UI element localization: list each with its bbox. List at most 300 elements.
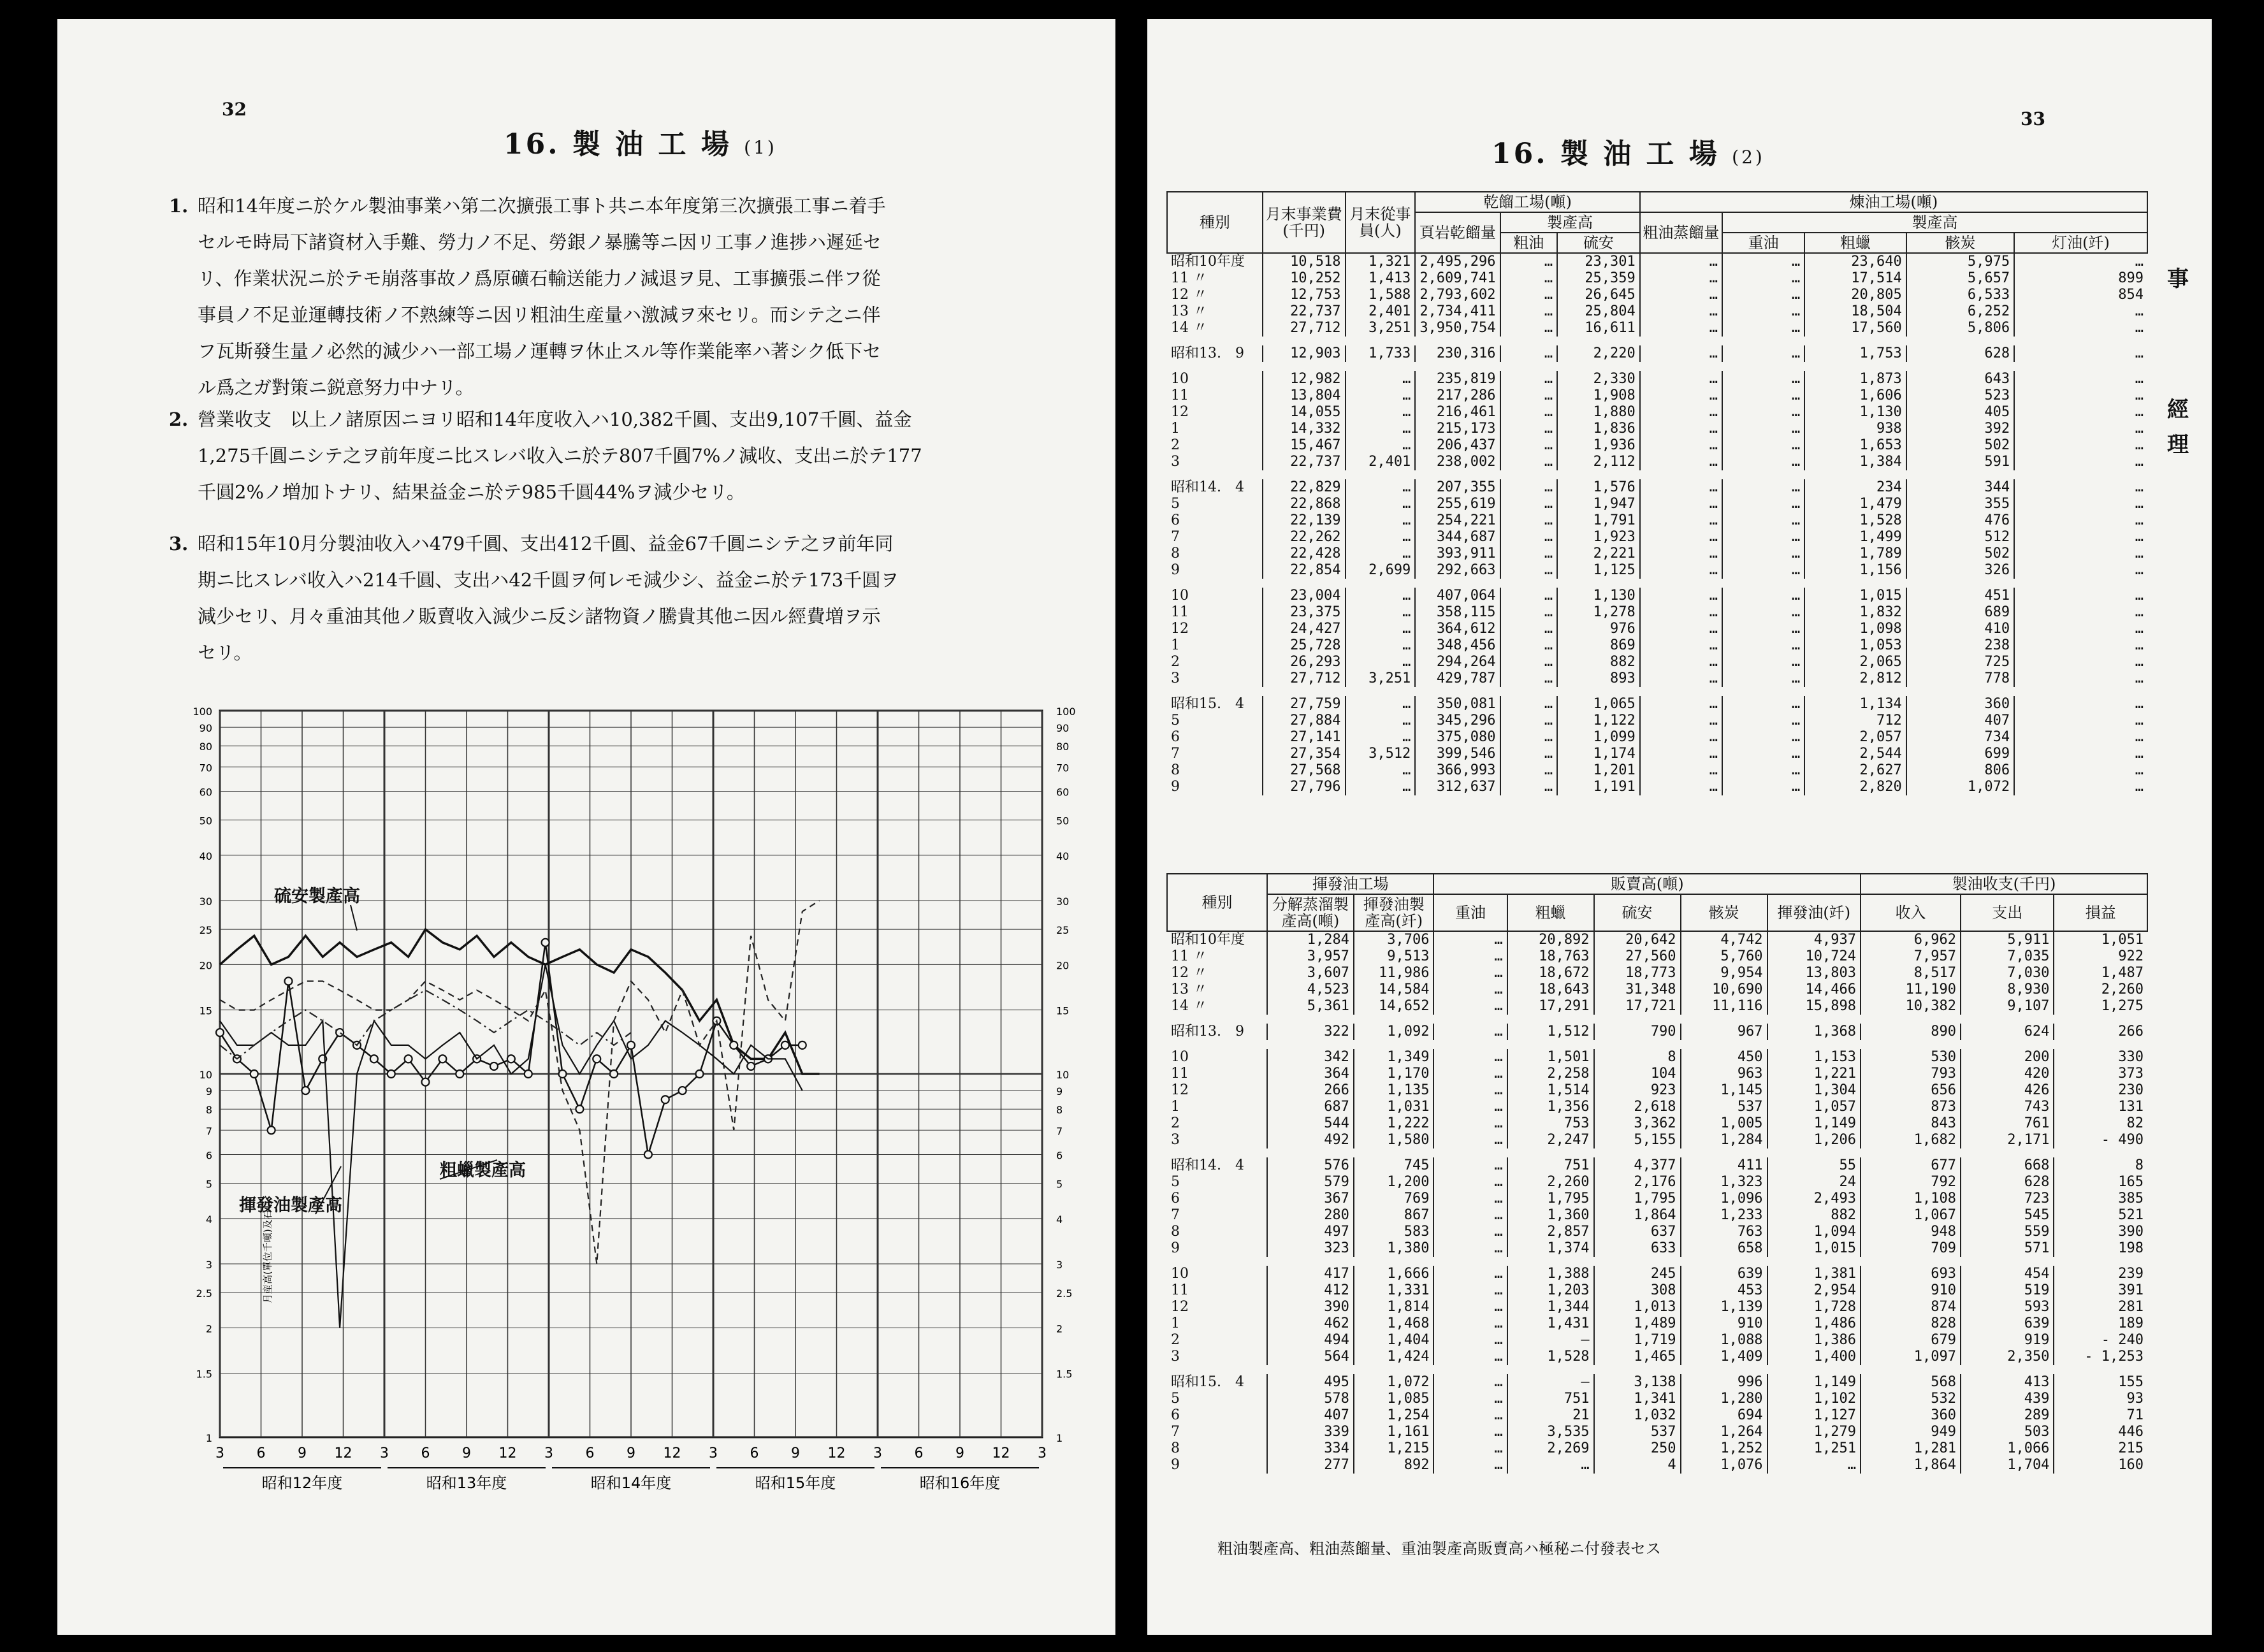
table-cell: 1,606 bbox=[1804, 388, 1906, 404]
table-row bbox=[1167, 1332, 2147, 1349]
table-cell: 18,672 bbox=[1507, 965, 1594, 982]
table-row bbox=[1167, 345, 2147, 362]
table-row bbox=[1167, 637, 2147, 654]
table-cell: 27,568 bbox=[1263, 762, 1346, 779]
table-cell: 2,609,741 bbox=[1415, 270, 1500, 287]
table-cell: 693 bbox=[1861, 1266, 1961, 1282]
table-cell: 410 bbox=[1906, 621, 2014, 637]
table-cell: 1,015 bbox=[1804, 588, 1906, 604]
table-cell: … bbox=[1346, 388, 1416, 404]
table-spacer bbox=[1167, 579, 2147, 588]
table-cell: … bbox=[1433, 982, 1507, 998]
x-tick-label: 9 bbox=[627, 1446, 635, 1461]
data-point bbox=[610, 1070, 618, 1078]
y-tick-label-left: 5 bbox=[205, 1178, 212, 1191]
table-row bbox=[1167, 562, 2147, 579]
table-cell: 1,053 bbox=[1804, 637, 1906, 654]
table-row bbox=[1167, 404, 2147, 421]
table-cell: 344,687 bbox=[1415, 529, 1500, 546]
row-label: 3 bbox=[1171, 1349, 1180, 1365]
row-label: 7 bbox=[1171, 1424, 1180, 1440]
table-cell: 873 bbox=[1861, 1099, 1961, 1115]
table-cell: … bbox=[1640, 762, 1722, 779]
table-cell: — bbox=[1507, 1332, 1594, 1349]
table-cell: 426 bbox=[1961, 1082, 2054, 1099]
side-char-2: 經 bbox=[2167, 397, 2189, 423]
right-page bbox=[1147, 19, 2212, 1635]
table-cell: 4,377 bbox=[1594, 1157, 1681, 1174]
table-row bbox=[1167, 1349, 2147, 1365]
table-cell: … bbox=[1640, 421, 1722, 437]
page-title-right-main: 16. 製 油 工 場 bbox=[1491, 138, 1720, 170]
table-row bbox=[1167, 512, 2147, 529]
table-cell: 446 bbox=[2054, 1424, 2147, 1440]
table-cell: 1,031 bbox=[1354, 1099, 1434, 1115]
table-cell: 656 bbox=[1861, 1082, 1961, 1099]
table-cell: … bbox=[1433, 1115, 1507, 1132]
table-cell: 350,081 bbox=[1415, 696, 1500, 713]
table-cell: … bbox=[1722, 604, 1804, 621]
y-tick-label-left: 2 bbox=[205, 1322, 212, 1335]
table-cell: … bbox=[1640, 287, 1722, 303]
table-row bbox=[1167, 588, 2147, 604]
table-cell: … bbox=[1640, 713, 1722, 729]
table-cell: … bbox=[1640, 371, 1722, 388]
table-cell: 344 bbox=[1906, 479, 2014, 496]
table1-header: 硫安 bbox=[1557, 233, 1640, 253]
table-cell: … bbox=[1722, 529, 1804, 546]
table-row bbox=[1167, 454, 2147, 470]
table-cell: 390 bbox=[2054, 1224, 2147, 1240]
table-cell: 892 bbox=[1354, 1457, 1434, 1474]
table2-group-header: 販賣高(噸) bbox=[1433, 874, 1861, 894]
row-label: 9 bbox=[1171, 562, 1180, 578]
row-label: 11 〃 bbox=[1171, 948, 1207, 964]
table-cell: 206,437 bbox=[1415, 437, 1500, 454]
table-cell: 5,155 bbox=[1594, 1132, 1681, 1148]
table-cell: 1,682 bbox=[1861, 1132, 1961, 1148]
table-cell: … bbox=[1346, 371, 1416, 388]
table-cell: 1,400 bbox=[1767, 1349, 1861, 1365]
table-cell: 1,072 bbox=[1906, 779, 2014, 795]
table-cell: 1,349 bbox=[1354, 1049, 1434, 1066]
y-tick-label-right: 100 bbox=[1056, 706, 1076, 718]
table-cell: 2,350 bbox=[1961, 1349, 2054, 1365]
y-tick-label-left: 90 bbox=[199, 722, 212, 735]
table-cell: 245 bbox=[1594, 1266, 1681, 1282]
table-row bbox=[1167, 1049, 2147, 1066]
table-cell: 9,513 bbox=[1354, 948, 1434, 965]
table-cell: 1,251 bbox=[1767, 1440, 1861, 1457]
table-cell: … bbox=[1640, 388, 1722, 404]
table-cell: 1,413 bbox=[1346, 270, 1416, 287]
table-cell: … bbox=[1500, 637, 1558, 654]
side-char-1: 事 bbox=[2167, 266, 2189, 292]
table-cell: 215 bbox=[2054, 1440, 2147, 1457]
table-spacer bbox=[1167, 1257, 2147, 1266]
table-cell: … bbox=[1640, 303, 1722, 320]
table2-header: 損益 bbox=[2054, 894, 2147, 931]
table1-header: 種別 bbox=[1167, 192, 1263, 253]
table-cell: … bbox=[1346, 654, 1416, 670]
table-cell: 723 bbox=[1961, 1191, 2054, 1207]
table-cell: … bbox=[1433, 1391, 1507, 1407]
table-cell: … bbox=[1722, 779, 1804, 795]
table-cell: 373 bbox=[2054, 1066, 2147, 1082]
table2-header: 揮發油(竏) bbox=[1767, 894, 1861, 931]
table-cell: 22,829 bbox=[1263, 479, 1346, 496]
table-cell: 15,898 bbox=[1767, 998, 1861, 1015]
table-row bbox=[1167, 746, 2147, 762]
table-row bbox=[1167, 1115, 2147, 1132]
table-cell: 761 bbox=[1961, 1115, 2054, 1132]
table-row bbox=[1167, 982, 2147, 998]
table-cell: 27,712 bbox=[1263, 670, 1346, 687]
table-cell: 476 bbox=[1906, 512, 2014, 529]
data-point bbox=[301, 1087, 309, 1094]
table-cell: 769 bbox=[1354, 1191, 1434, 1207]
table-cell: 215,173 bbox=[1415, 421, 1500, 437]
table-cell: … bbox=[1640, 512, 1722, 529]
y-tick-label-right: 30 bbox=[1056, 895, 1070, 908]
table-row bbox=[1167, 421, 2147, 437]
table-cell: 679 bbox=[1861, 1332, 1961, 1349]
table-cell: 22,854 bbox=[1263, 562, 1346, 579]
y-tick-label-right: 90 bbox=[1056, 722, 1070, 735]
table-cell: … bbox=[1640, 729, 1722, 746]
table-cell: 294,264 bbox=[1415, 654, 1500, 670]
table-cell: 11,986 bbox=[1354, 965, 1434, 982]
table-cell: 24,427 bbox=[1263, 621, 1346, 637]
table-cell: 677 bbox=[1861, 1157, 1961, 1174]
table-cell: 375,080 bbox=[1415, 729, 1500, 746]
table-cell: 8 bbox=[1594, 1049, 1681, 1066]
table2-header: 支出 bbox=[1961, 894, 2054, 931]
table-cell: … bbox=[1722, 546, 1804, 562]
table-cell: 18,763 bbox=[1507, 948, 1594, 965]
table-cell: 5,806 bbox=[1906, 320, 2014, 337]
table-cell: 530 bbox=[1861, 1049, 1961, 1066]
table-cell: … bbox=[1433, 1315, 1507, 1332]
table-cell: 160 bbox=[2054, 1457, 2147, 1474]
table-cell: 20,892 bbox=[1507, 931, 1594, 948]
data-point bbox=[627, 1041, 635, 1049]
table-cell: … bbox=[1640, 454, 1722, 470]
table-cell: 7,035 bbox=[1961, 948, 2054, 965]
table-cell: 1,666 bbox=[1354, 1266, 1434, 1282]
table-cell: … bbox=[1346, 713, 1416, 729]
table-cell: 1,465 bbox=[1594, 1349, 1681, 1365]
table-cell: 1,013 bbox=[1594, 1299, 1681, 1315]
table-cell: 3,535 bbox=[1507, 1424, 1594, 1440]
y-tick-label-left: 15 bbox=[199, 1004, 212, 1017]
row-label: 5 bbox=[1171, 1174, 1180, 1190]
table-cell: 407 bbox=[1267, 1407, 1354, 1424]
table-cell: … bbox=[1722, 588, 1804, 604]
row-label: 2 bbox=[1171, 437, 1180, 453]
table-cell: … bbox=[2014, 562, 2147, 579]
table-cell: 366,993 bbox=[1415, 762, 1500, 779]
table-cell: 5,975 bbox=[1906, 253, 2014, 270]
table-cell: 1,127 bbox=[1767, 1407, 1861, 1424]
table-cell: 503 bbox=[1961, 1424, 2054, 1440]
table-cell: 763 bbox=[1681, 1224, 1767, 1240]
table-cell: … bbox=[1433, 1049, 1507, 1066]
y-tick-label-left: 100 bbox=[192, 706, 212, 718]
table-cell: 521 bbox=[2054, 1207, 2147, 1224]
table-cell: … bbox=[1346, 604, 1416, 621]
table-cell: … bbox=[1433, 1282, 1507, 1299]
table-cell: … bbox=[1500, 253, 1558, 270]
table-cell: 689 bbox=[1906, 604, 2014, 621]
table-cell: 2,065 bbox=[1804, 654, 1906, 670]
table-cell: 2,401 bbox=[1346, 303, 1416, 320]
row-label: 1 bbox=[1171, 637, 1180, 653]
table-cell: 360 bbox=[1906, 696, 2014, 713]
x-tick-label: 12 bbox=[663, 1446, 681, 1461]
table-spacer bbox=[1167, 362, 2147, 371]
row-label: 9 bbox=[1171, 1240, 1180, 1256]
table-cell: … bbox=[1722, 729, 1804, 746]
table-cell: 1,281 bbox=[1861, 1440, 1961, 1457]
table-cell: … bbox=[1722, 762, 1804, 779]
table-cell: 326 bbox=[1906, 562, 2014, 579]
table-cell: 1,051 bbox=[2054, 931, 2147, 948]
table-cell: 15,467 bbox=[1263, 437, 1346, 454]
table-cell: … bbox=[1500, 779, 1558, 795]
table-cell: 20,805 bbox=[1804, 287, 1906, 303]
table-cell: … bbox=[2014, 654, 2147, 670]
table-cell: … bbox=[1500, 479, 1558, 496]
table-cell: 21 bbox=[1507, 1407, 1594, 1424]
y-tick-label-right: 40 bbox=[1056, 850, 1070, 862]
table-cell: 1,161 bbox=[1354, 1424, 1434, 1440]
table-cell: 14,466 bbox=[1767, 982, 1861, 998]
table1-subgroup-header: 製產高 bbox=[1722, 212, 2147, 233]
x-tick-label: 12 bbox=[498, 1446, 517, 1461]
table-row bbox=[1167, 303, 2147, 320]
table-cell: … bbox=[1433, 1299, 1507, 1315]
paragraph-line: 昭和14年度ニ於ケル製油事業ハ第二次擴張工事ト共ニ本年度第三次擴張工事ニ着手 bbox=[198, 195, 886, 217]
table-cell: … bbox=[1507, 1457, 1594, 1474]
y-tick-label-left: 2.5 bbox=[196, 1287, 212, 1300]
table-cell: … bbox=[1640, 670, 1722, 687]
y-axis-note: 月産高(單位千噸)及石 bbox=[262, 1210, 273, 1303]
table-cell: … bbox=[1500, 303, 1558, 320]
table-cell: … bbox=[1722, 320, 1804, 337]
table-cell: 519 bbox=[1961, 1282, 2054, 1299]
table-row bbox=[1167, 437, 2147, 454]
table-cell: 25,804 bbox=[1557, 303, 1640, 320]
paragraph bbox=[169, 402, 1077, 511]
table-cell: 10,690 bbox=[1681, 982, 1767, 998]
table-row bbox=[1167, 287, 2147, 303]
x-tick-label: 12 bbox=[827, 1446, 846, 1461]
table-cell: 751 bbox=[1507, 1391, 1594, 1407]
table-cell: … bbox=[1640, 320, 1722, 337]
paragraph-number: 3. bbox=[169, 533, 189, 554]
table-cell: 1,386 bbox=[1767, 1332, 1861, 1349]
table-cell: … bbox=[1640, 345, 1722, 362]
row-label: 2 bbox=[1171, 654, 1180, 670]
table-cell: 5,911 bbox=[1961, 931, 2054, 948]
row-label: 3 bbox=[1171, 670, 1180, 686]
table-cell: 390 bbox=[1267, 1299, 1354, 1315]
table-cell: … bbox=[1767, 1457, 1861, 1474]
table-cell: 454 bbox=[1961, 1266, 2054, 1282]
table-cell: 492 bbox=[1267, 1132, 1354, 1148]
table-cell: 1,424 bbox=[1354, 1349, 1434, 1365]
table-cell: 576 bbox=[1267, 1157, 1354, 1174]
table-cell: 312,637 bbox=[1415, 779, 1500, 795]
row-label: 昭和15. 4 bbox=[1171, 696, 1244, 712]
table-cell: 497 bbox=[1267, 1224, 1354, 1240]
table-cell: 1,099 bbox=[1557, 729, 1640, 746]
table-cell: … bbox=[1722, 562, 1804, 579]
table-cell: 239 bbox=[2054, 1266, 2147, 1282]
table-cell: 1,832 bbox=[1804, 604, 1906, 621]
period-label: 昭和12年度 bbox=[261, 1474, 343, 1492]
table-cell: 1,795 bbox=[1507, 1191, 1594, 1207]
table-cell: 712 bbox=[1804, 713, 1906, 729]
table-cell: 578 bbox=[1267, 1391, 1354, 1407]
table-cell: 355 bbox=[1906, 496, 2014, 512]
row-label: 10 bbox=[1171, 1049, 1189, 1065]
row-label: 1 bbox=[1171, 1315, 1180, 1331]
table-row bbox=[1167, 762, 2147, 779]
page-title-sub: (1) bbox=[744, 137, 777, 158]
table-cell: 364,612 bbox=[1415, 621, 1500, 637]
table-row bbox=[1167, 1407, 2147, 1424]
y-tick-label-left: 80 bbox=[199, 741, 212, 753]
table-cell: 1,380 bbox=[1354, 1240, 1434, 1257]
table-cell: … bbox=[1500, 270, 1558, 287]
table-cell: … bbox=[1722, 303, 1804, 320]
data-point bbox=[370, 1055, 378, 1062]
row-label: 6 bbox=[1171, 1191, 1180, 1206]
table-cell: 323 bbox=[1267, 1240, 1354, 1257]
table-cell: 13,803 bbox=[1767, 965, 1861, 982]
paragraph-number: 2. bbox=[169, 409, 189, 430]
table-cell: 734 bbox=[1906, 729, 2014, 746]
table-cell: 1,873 bbox=[1804, 371, 1906, 388]
table-row bbox=[1167, 1315, 2147, 1332]
table-cell: 2,699 bbox=[1346, 562, 1416, 579]
table-cell: … bbox=[1500, 388, 1558, 404]
table-row bbox=[1167, 621, 2147, 637]
table-cell: 1,191 bbox=[1557, 779, 1640, 795]
table-cell: 1,057 bbox=[1767, 1099, 1861, 1115]
table-cell: 828 bbox=[1861, 1315, 1961, 1332]
paragraph-line: 事員ノ不足並運轉技術ノ不熟練等ニ因リ粗油生産量ハ激減ヲ來セリ。而シテ之ニ伴 bbox=[198, 304, 881, 326]
data-point bbox=[456, 1070, 463, 1078]
table-cell: 523 bbox=[1906, 388, 2014, 404]
table-cell: 12,903 bbox=[1263, 345, 1346, 362]
table-cell: 12,753 bbox=[1263, 287, 1346, 303]
row-label: 12 〃 bbox=[1171, 287, 1207, 303]
table2-group-header: 製油收支(千円) bbox=[1861, 874, 2147, 894]
table-cell: 2,812 bbox=[1804, 670, 1906, 687]
paragraph-line: ル爲之ガ對策ニ鋭意努力中ナリ。 bbox=[198, 377, 474, 398]
table-cell: 393,911 bbox=[1415, 546, 1500, 562]
table-cell: 407,064 bbox=[1415, 588, 1500, 604]
table-cell: 1,381 bbox=[1767, 1266, 1861, 1282]
table1-header: 灯油(竏) bbox=[2014, 233, 2147, 253]
table-cell: … bbox=[1500, 287, 1558, 303]
table-cell: … bbox=[1500, 371, 1558, 388]
annotation-label: 揮發油製產高 bbox=[239, 1196, 342, 1215]
table-cell: … bbox=[1640, 654, 1722, 670]
table-cell: … bbox=[1346, 437, 1416, 454]
y-tick-label-right: 80 bbox=[1056, 741, 1070, 753]
table-cell: 17,560 bbox=[1804, 320, 1906, 337]
row-label: 12 bbox=[1171, 404, 1189, 420]
table-cell: 292,663 bbox=[1415, 562, 1500, 579]
data-point bbox=[422, 1078, 430, 1086]
y-tick-label-right: 10 bbox=[1056, 1069, 1070, 1081]
table-cell: 1,108 bbox=[1861, 1191, 1961, 1207]
table-cell: 155 bbox=[2054, 1374, 2147, 1391]
page-title-right bbox=[1491, 131, 1765, 171]
table-cell: 512 bbox=[1906, 529, 2014, 546]
table-cell: … bbox=[1722, 496, 1804, 512]
table-cell: 451 bbox=[1906, 588, 2014, 604]
table-cell: 910 bbox=[1681, 1315, 1767, 1332]
paragraph-line: 營業收支 以上ノ諸原因ニヨリ昭和14年度收入ハ10,382千圓、支出9,107千圓、益金 bbox=[198, 409, 912, 430]
table-cell: 230 bbox=[2054, 1082, 2147, 1099]
paragraph-line: セルモ時局下諸資材入手難、勞力ノ不足、勞銀ノ暴騰等ニ因リ工事ノ進捗ハ遲延セ bbox=[198, 231, 882, 253]
table-cell: 23,301 bbox=[1557, 253, 1640, 270]
table-cell: 6,533 bbox=[1906, 287, 2014, 303]
table-cell: 559 bbox=[1961, 1224, 2054, 1240]
table-cell: 453 bbox=[1681, 1282, 1767, 1299]
y-tick-label-left: 3 bbox=[205, 1259, 212, 1272]
table-cell: … bbox=[1500, 604, 1558, 621]
table-cell: 996 bbox=[1681, 1374, 1767, 1391]
table-cell: … bbox=[1722, 479, 1804, 496]
table-cell: 1,149 bbox=[1767, 1374, 1861, 1391]
data-point bbox=[250, 1070, 258, 1078]
table-cell: 1,088 bbox=[1681, 1332, 1767, 1349]
table-cell: 963 bbox=[1681, 1066, 1767, 1082]
data-point bbox=[696, 1070, 704, 1078]
table-cell: 2,544 bbox=[1804, 746, 1906, 762]
table-cell: 919 bbox=[1961, 1332, 2054, 1349]
table-cell: … bbox=[1500, 696, 1558, 713]
y-tick-label-right: 1 bbox=[1056, 1432, 1063, 1444]
table-cell: 2,176 bbox=[1594, 1174, 1681, 1191]
table-cell: 18,504 bbox=[1804, 303, 1906, 320]
table-cell: … bbox=[1346, 496, 1416, 512]
table-cell: … bbox=[1500, 713, 1558, 729]
table-cell: 4,523 bbox=[1267, 982, 1354, 998]
table-cell: … bbox=[1640, 637, 1722, 654]
table-cell: 3,512 bbox=[1346, 746, 1416, 762]
table-cell: 867 bbox=[1354, 1207, 1434, 1224]
table-cell: 8,517 bbox=[1861, 965, 1961, 982]
y-tick-label-left: 25 bbox=[199, 924, 212, 937]
table-cell: … bbox=[1500, 546, 1558, 562]
table-cell: 235,819 bbox=[1415, 371, 1500, 388]
table-cell: 1,864 bbox=[1594, 1207, 1681, 1224]
y-tick-label-left: 6 bbox=[205, 1149, 212, 1162]
table-row bbox=[1167, 1224, 2147, 1240]
data-point bbox=[593, 1055, 600, 1062]
table-cell: … bbox=[1346, 404, 1416, 421]
table-cell: 668 bbox=[1961, 1157, 2054, 1174]
table-cell: 579 bbox=[1267, 1174, 1354, 1191]
table-cell: 254,221 bbox=[1415, 512, 1500, 529]
